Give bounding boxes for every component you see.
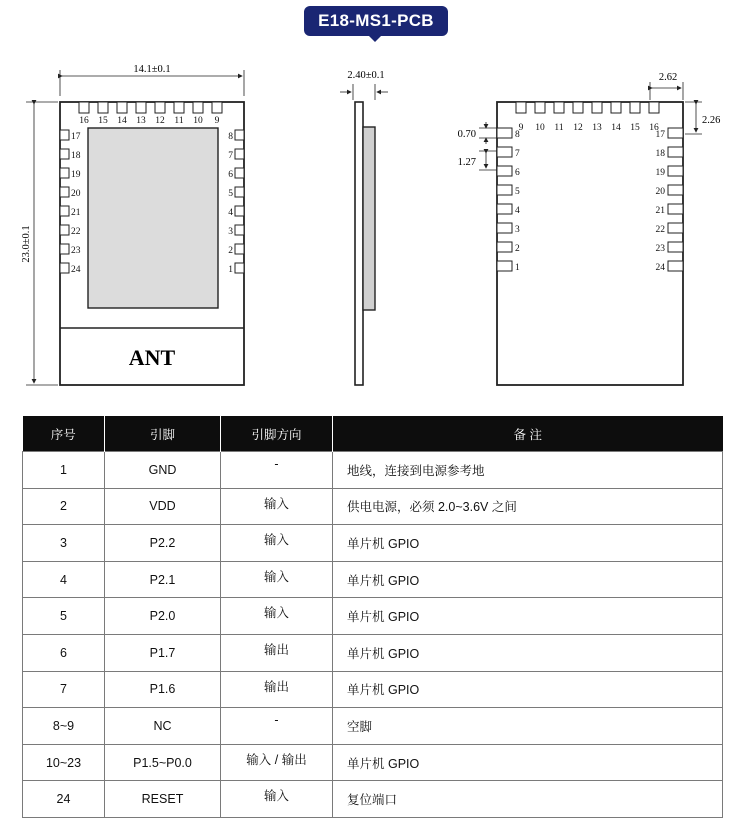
front-right-pad bbox=[235, 130, 244, 140]
antenna-label: ANT bbox=[128, 345, 176, 370]
front-left-pad bbox=[60, 149, 69, 159]
front-right-pin-label: 3 bbox=[228, 227, 233, 237]
cell-note: 复位端口 bbox=[333, 781, 723, 818]
table-row bbox=[23, 452, 723, 489]
table-row bbox=[23, 671, 723, 708]
bottom-right-pad bbox=[668, 185, 683, 195]
bottom-left-pad bbox=[497, 223, 512, 233]
bottom-top-pad bbox=[573, 102, 583, 113]
bottom-left-pad bbox=[497, 242, 512, 252]
cell-no: 7 bbox=[23, 671, 105, 708]
header-pin: 引脚 bbox=[105, 416, 221, 452]
cell-note: 单片机 GPIO bbox=[333, 525, 723, 562]
cell-pin: P2.0 bbox=[105, 598, 221, 635]
bottom-left-pin-label: 8 bbox=[515, 130, 520, 140]
bottom-top-pin-label: 9 bbox=[518, 123, 524, 133]
cell-pin: VDD bbox=[105, 488, 221, 525]
table-row bbox=[23, 488, 723, 525]
front-height-dim: 23.0±0.1 bbox=[21, 225, 32, 263]
table-row bbox=[23, 708, 723, 745]
cell-no: 10~23 bbox=[23, 744, 105, 781]
front-left-pin-label: 19 bbox=[71, 170, 81, 180]
front-right-pin-label: 6 bbox=[228, 170, 233, 180]
side-view bbox=[340, 84, 388, 385]
bottom-right-pin-label: 22 bbox=[655, 225, 665, 235]
cell-pin: RESET bbox=[105, 781, 221, 818]
front-view bbox=[26, 70, 244, 385]
front-left-pin-label: 18 bbox=[71, 151, 81, 161]
bottom-left-pin-label: 2 bbox=[515, 244, 520, 254]
bottom-right-pin-label: 17 bbox=[655, 130, 665, 140]
cell-no: 5 bbox=[23, 598, 105, 635]
bottom-right-pin-label: 19 bbox=[655, 168, 665, 178]
front-left-pin-label: 17 bbox=[71, 132, 81, 142]
bottom-right-pad bbox=[668, 128, 683, 138]
bottom-right-pad bbox=[668, 204, 683, 214]
cell-no: 4 bbox=[23, 561, 105, 598]
table-header-row bbox=[23, 416, 723, 452]
cell-pin: P1.6 bbox=[105, 671, 221, 708]
bottom-top-pin-label: 14 bbox=[611, 123, 621, 133]
front-right-pin-label: 7 bbox=[228, 151, 233, 161]
bottom-pins bbox=[497, 102, 683, 273]
front-right-pad bbox=[235, 263, 244, 273]
bottom-offset-y-dim: 2.26 bbox=[702, 115, 721, 126]
front-top-pin-label: 13 bbox=[136, 116, 146, 126]
cell-pin: P2.2 bbox=[105, 525, 221, 562]
front-left-pad bbox=[60, 187, 69, 197]
cell-direction: 输入 bbox=[221, 561, 333, 598]
front-right-pad bbox=[235, 225, 244, 235]
front-left-pin-label: 20 bbox=[71, 189, 81, 199]
bottom-left-pad bbox=[497, 185, 512, 195]
front-width-dim: 14.1±0.1 bbox=[133, 64, 171, 75]
cell-note: 地线，连接到电源参考地 bbox=[333, 452, 723, 489]
bottom-top-pad bbox=[535, 102, 545, 113]
cell-direction: 输入 bbox=[221, 598, 333, 635]
bottom-offset-x-dim: 2.62 bbox=[658, 72, 678, 83]
header-direction: 引脚方向 bbox=[221, 416, 333, 452]
front-top-pin-label: 14 bbox=[117, 116, 127, 126]
bottom-right-pad bbox=[668, 223, 683, 233]
cell-pin: P1.7 bbox=[105, 634, 221, 671]
bottom-top-pad bbox=[516, 102, 526, 113]
table-row bbox=[23, 634, 723, 671]
front-top-pin-label: 15 bbox=[98, 116, 108, 126]
front-right-pin-label: 1 bbox=[228, 265, 233, 275]
front-top-pad bbox=[155, 102, 165, 113]
cell-pin: NC bbox=[105, 708, 221, 745]
table-row bbox=[23, 525, 723, 562]
bottom-left-pin-label: 5 bbox=[515, 187, 520, 197]
front-top-pin-label: 9 bbox=[214, 116, 220, 126]
bottom-right-pin-label: 21 bbox=[655, 206, 665, 216]
front-top-pad bbox=[98, 102, 108, 113]
header-no: 序号 bbox=[23, 416, 105, 452]
bottom-left-pin-label: 3 bbox=[515, 225, 520, 235]
cell-pin: P2.1 bbox=[105, 561, 221, 598]
title-badge: E18-MS1-PCB bbox=[304, 6, 448, 36]
front-left-pad bbox=[60, 206, 69, 216]
table-row bbox=[23, 781, 723, 818]
cell-note: 单片机 GPIO bbox=[333, 561, 723, 598]
front-right-pad bbox=[235, 187, 244, 197]
front-left-pin-label: 22 bbox=[71, 227, 81, 237]
front-top-pad bbox=[79, 102, 89, 113]
bottom-right-pin-label: 24 bbox=[655, 263, 665, 273]
bottom-left-pad bbox=[497, 128, 512, 138]
table-row bbox=[23, 598, 723, 635]
table-row bbox=[23, 744, 723, 781]
front-top-pad bbox=[212, 102, 222, 113]
front-top-pad bbox=[174, 102, 184, 113]
cell-pin: GND bbox=[105, 452, 221, 489]
bottom-left-pad bbox=[497, 261, 512, 271]
bottom-right-pin-label: 20 bbox=[655, 187, 665, 197]
bottom-right-pin-label: 18 bbox=[655, 149, 665, 159]
pad-width-dim: 0.70 bbox=[457, 129, 476, 140]
bottom-left-pad bbox=[497, 166, 512, 176]
cell-no: 8~9 bbox=[23, 708, 105, 745]
front-top-pad bbox=[117, 102, 127, 113]
front-left-pin-label: 23 bbox=[71, 246, 81, 256]
front-left-pin-label: 21 bbox=[71, 208, 81, 218]
table-row bbox=[23, 561, 723, 598]
bottom-top-pin-label: 13 bbox=[592, 123, 602, 133]
cell-note: 单片机 GPIO bbox=[333, 671, 723, 708]
bottom-left-pin-label: 6 bbox=[515, 168, 520, 178]
bottom-left-pad bbox=[497, 147, 512, 157]
front-top-pin-label: 10 bbox=[193, 116, 203, 126]
bottom-top-pad bbox=[630, 102, 640, 113]
cell-no: 1 bbox=[23, 452, 105, 489]
cell-no: 2 bbox=[23, 488, 105, 525]
pin-pitch-dim: 1.27 bbox=[457, 157, 476, 168]
front-right-pin-label: 2 bbox=[228, 246, 233, 256]
front-left-pad bbox=[60, 225, 69, 235]
front-right-pin-label: 8 bbox=[228, 132, 233, 142]
bottom-left-pad bbox=[497, 204, 512, 214]
bottom-right-pin-label: 23 bbox=[655, 244, 665, 254]
cell-direction: 输入 bbox=[221, 525, 333, 562]
bottom-left-pin-label: 7 bbox=[515, 149, 520, 159]
front-top-pad bbox=[193, 102, 203, 113]
cell-note: 单片机 GPIO bbox=[333, 634, 723, 671]
cell-no: 6 bbox=[23, 634, 105, 671]
cell-note: 供电电源，必须 2.0~3.6V 之间 bbox=[333, 488, 723, 525]
bottom-top-pin-label: 11 bbox=[554, 123, 564, 133]
cell-note: 单片机 GPIO bbox=[333, 598, 723, 635]
front-right-pad bbox=[235, 244, 244, 254]
cell-direction: 输入 bbox=[221, 488, 333, 525]
side-thickness-dim: 2.40±0.1 bbox=[347, 70, 385, 81]
bottom-top-pin-label: 15 bbox=[630, 123, 640, 133]
bottom-top-pin-label: 12 bbox=[573, 123, 583, 133]
bottom-left-pin-label: 4 bbox=[515, 206, 520, 216]
cell-no: 3 bbox=[23, 525, 105, 562]
bottom-left-pin-label: 1 bbox=[515, 263, 520, 273]
bottom-top-pad bbox=[649, 102, 659, 113]
cell-direction: 输出 bbox=[221, 634, 333, 671]
front-right-pad bbox=[235, 149, 244, 159]
bottom-top-pad bbox=[554, 102, 564, 113]
bottom-right-pad bbox=[668, 147, 683, 157]
front-top-pad bbox=[136, 102, 146, 113]
bottom-top-pin-label: 10 bbox=[535, 123, 545, 133]
front-left-pad bbox=[60, 168, 69, 178]
front-left-pad bbox=[60, 263, 69, 273]
cell-direction: - bbox=[221, 708, 333, 745]
header-note: 备 注 bbox=[333, 416, 723, 452]
cell-direction: - bbox=[221, 452, 333, 489]
cell-pin: P1.5~P0.0 bbox=[105, 744, 221, 781]
front-left-pad bbox=[60, 244, 69, 254]
front-top-pin-label: 12 bbox=[155, 116, 165, 126]
cell-note: 单片机 GPIO bbox=[333, 744, 723, 781]
bottom-right-pad bbox=[668, 166, 683, 176]
bottom-top-pad bbox=[611, 102, 621, 113]
cell-direction: 输入 / 输出 bbox=[221, 744, 333, 781]
front-left-pad bbox=[60, 130, 69, 140]
front-right-pad bbox=[235, 168, 244, 178]
front-right-pin-label: 5 bbox=[228, 189, 233, 199]
front-top-pin-label: 11 bbox=[174, 116, 184, 126]
bottom-right-pad bbox=[668, 242, 683, 252]
cell-direction: 输出 bbox=[221, 671, 333, 708]
cell-note: 空脚 bbox=[333, 708, 723, 745]
cell-no: 24 bbox=[23, 781, 105, 818]
front-right-pad bbox=[235, 206, 244, 216]
pin-definition-table bbox=[22, 416, 723, 818]
front-top-pin-label: 16 bbox=[79, 116, 89, 126]
bottom-top-pad bbox=[592, 102, 602, 113]
bottom-right-pad bbox=[668, 261, 683, 271]
front-left-pin-label: 24 bbox=[71, 265, 81, 275]
bottom-top-pin-label: 16 bbox=[649, 123, 659, 133]
cell-direction: 输入 bbox=[221, 781, 333, 818]
front-right-pin-label: 4 bbox=[228, 208, 233, 218]
